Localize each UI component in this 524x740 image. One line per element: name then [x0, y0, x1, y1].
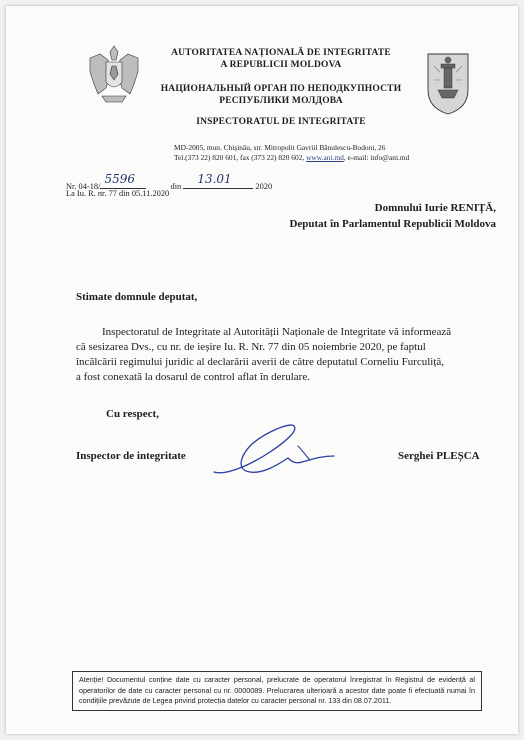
body-line-3: încălcării regimului juridic al declarării averii de către deputatul Corneliu Furculiță, [76, 356, 445, 368]
body-line-4: a fost conexată la dosarul de control aflat în derulare. [76, 371, 310, 383]
coat-of-arms-icon [86, 44, 142, 104]
signature-mark [206, 416, 346, 486]
signatory-role: Inspector de integritate [76, 450, 186, 462]
address-line: MD-2005, mun. Chișinău, str. Mitropolit Gavriil Bănulescu-Bodoni, 26 [174, 143, 386, 152]
reference-year: 2020 [255, 182, 273, 191]
department-name: INSPECTORATUL DE INTEGRITATE [196, 117, 366, 127]
personal-data-notice: Atenție! Documentul conține date cu caracter personal, prelucrate de operatorul înregistrat în Registrul de evidență al operatorilor de date cu caracter personal cu nr. 0000089. Prelucrarea ulterioară a acestor date poate fi efectuată numai în condițiile prevăzute de Legea privind protecția datelor cu caracter personal nr. 133 din 08.07.2011. [72, 671, 482, 711]
reference-number-handwritten: 5596 [104, 172, 135, 186]
org-name-ru-line2: РЕСПУБЛИКИ МОЛДОВА [219, 96, 343, 106]
body-line-2: că sesizarea Dvs., cu nr. de ieșire Iu. R. Nr. 77 din 05 noiembrie 2020, pe faptul [76, 341, 426, 353]
reply-to-reference: La Iu. R. nr. 77 din 05.11.2020 [66, 189, 170, 198]
closing: Cu respect, [106, 408, 159, 420]
website-link[interactable]: www.ani.md [306, 153, 344, 162]
email-text: , e-mail: info@ani.md [343, 153, 410, 162]
org-name-ru-line1: НАЦИОНАЛЬНЫЙ ОРГАН ПО НЕПОДКУПНОСТИ [160, 84, 402, 94]
contacts-line [174, 153, 504, 162]
reference-date-handwritten: 13.01 [197, 172, 232, 186]
body-line-1: Inspectoratul de Integritate al Autorității Naționale de Integritate vă informează [102, 326, 452, 338]
reference-number-prefix: Nr. 04-18/ [66, 182, 101, 191]
signatory-name: Serghei PLEȘCA [398, 450, 480, 462]
recipient-name: Domnului Iurie RENIȚĂ, [374, 202, 496, 214]
recipient-title: Deputat în Parlamentul Republicii Moldova [289, 218, 496, 230]
reference-date-label: din [170, 182, 182, 191]
ani-logo-icon [424, 50, 472, 116]
org-name-ro-line1: AUTORITATEA NAȚIONALĂ DE INTEGRITATE [171, 48, 391, 58]
phone-fax: Tel.(373 22) 820 601, fax (373 22) 820 602, [174, 153, 307, 162]
salutation: Stimate domnule deputat, [76, 291, 198, 303]
org-name-ro-line2: A REPUBLICII MOLDOVA [220, 60, 342, 70]
document-page [6, 6, 518, 734]
